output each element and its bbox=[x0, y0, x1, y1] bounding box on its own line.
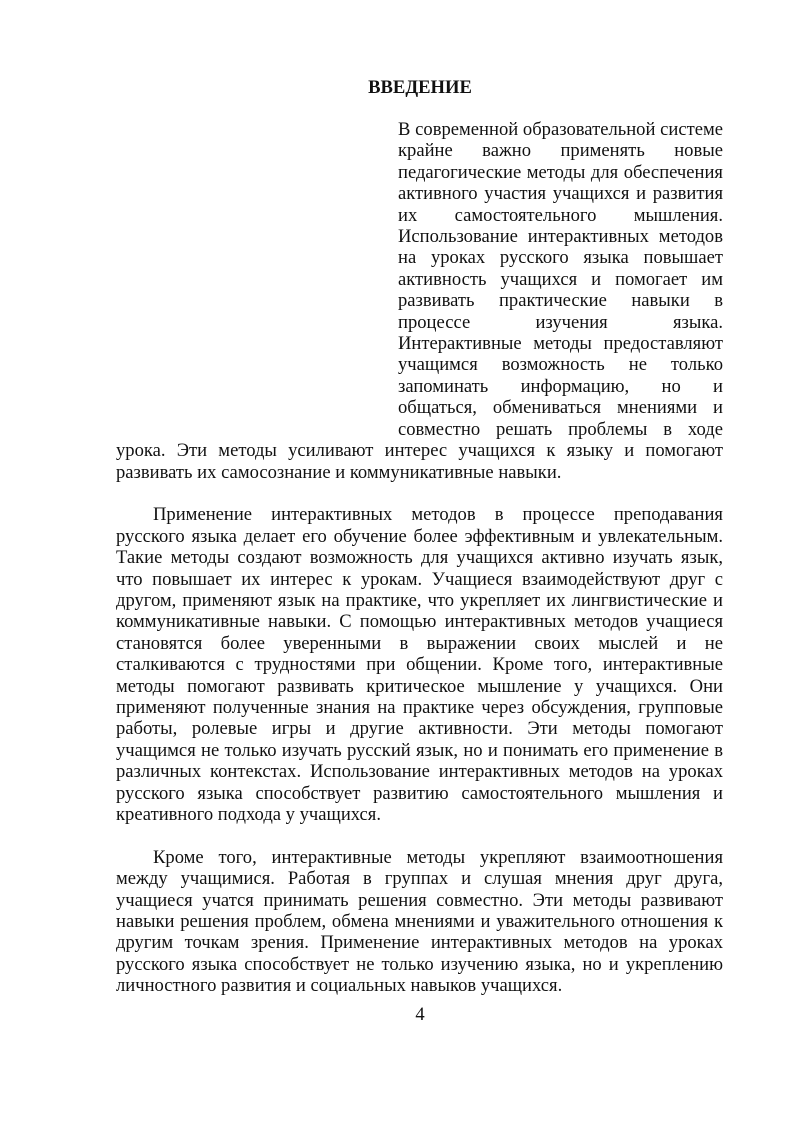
page-number: 4 bbox=[415, 1004, 425, 1025]
paragraph-methods-effectiveness: Применение интерактивных методов в процессе преподавания русского языка делает его обучение более эффективным и увлекательным. Такие методы создают возможность для учащихся активно изучать язык, что повышает их интерес к урокам. Учащиеся взаимодействуют друг с другом, применяют язык на практике, что укрепляет их лингвистические и коммуникативные навыки. С помощью интерактивных методов учащиеся становятся более уверенными в выражении своих мыслей и не сталкиваются с трудностями при общении. Кроме того, интерактивные методы помогают развивать критическое мышление у учащихся. Они применяют полученные знания на практике через обсуждения, групповые работы, ролевые игры и другие активности. Эти методы помогают учащимся не только изучать русский язык, но и понимать его применение в различных контекстах. Использование интерактивных методов на уроках русского языка способствует развитию самостоятельного мышления и креативного подхода у учащихся. bbox=[116, 504, 723, 825]
paragraph-intro: В современной образовательной системе крайне важно применять новые педагогические методы для обеспечения активного участия учащихся и развития их самостоятельного мышления. Использование интерактивных методов на уроках русского языка повышает активность учащихся и помогает им развивать практические навыки в процессе изучения языка. Интерактивные методы предоставляют учащимся возможность не только запоминать информацию, но и общаться, обмениваться мнениями и совместно решать проблемы в ходе урока. Эти методы усиливают интерес учащихся к языку и помогают развивать их самосознание и коммуникативные навыки. bbox=[116, 119, 723, 483]
paragraph-relationships: Кроме того, интерактивные методы укрепляют взаимоотношения между учащимися. Работая в группах и слушая мнения друг друга, учащиеся учатся принимать решения совместно. Эти методы развивают навыки решения проблем, обмена мнениями и уважительного отношения к другим точкам зрения. Применение интерактивных методов на уроках русского языка способствует не только изучению языка, но и укреплению личностного развития и социальных навыков учащихся. bbox=[116, 846, 723, 997]
page-title: ВВЕДЕНИЕ bbox=[368, 77, 472, 98]
body-text bbox=[116, 119, 723, 997]
intro-indent-space bbox=[116, 119, 398, 419]
